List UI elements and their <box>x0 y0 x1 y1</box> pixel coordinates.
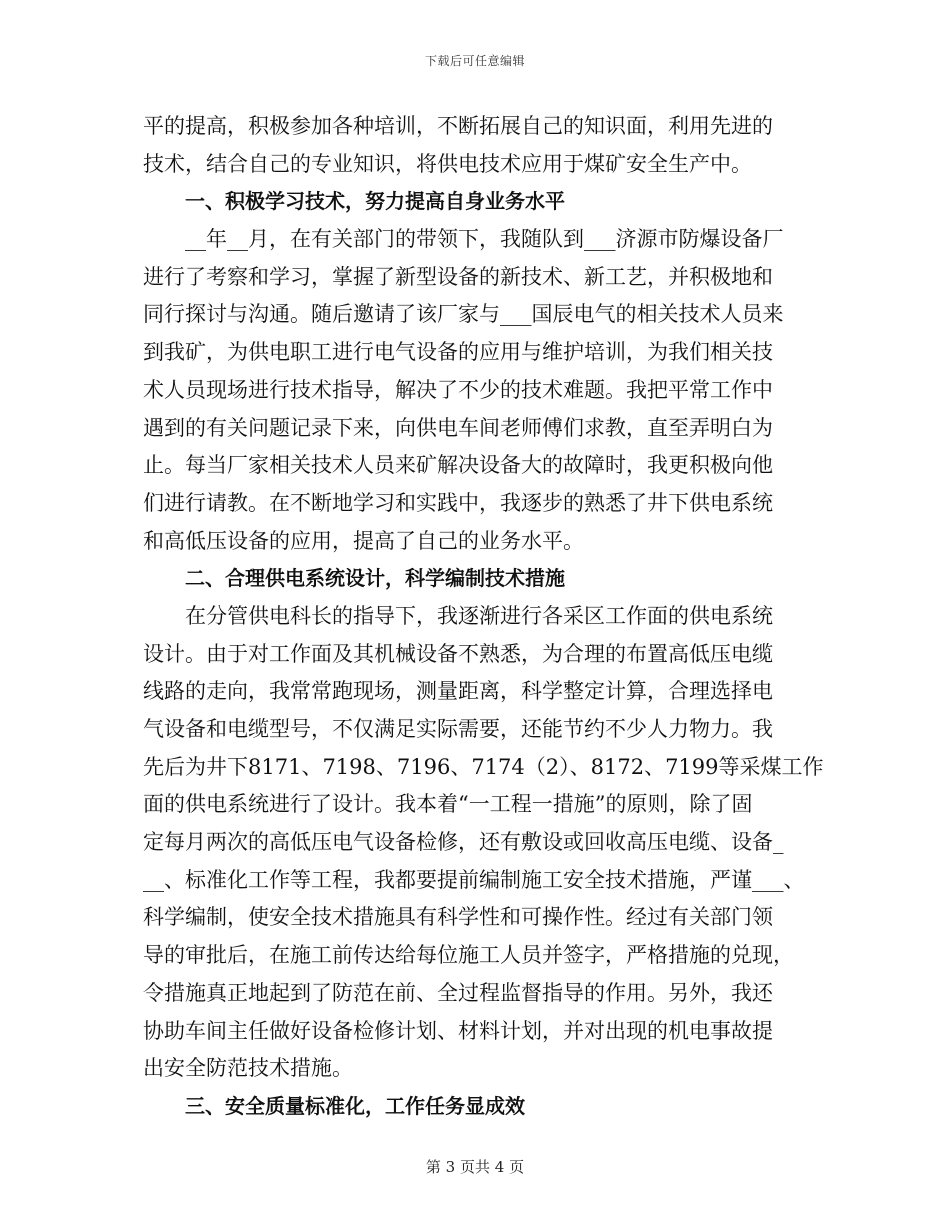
paragraph-line: 在分管供电科长的指导下，我逐渐进行各采区工作面的供电系统 <box>185 603 773 628</box>
paragraph-line: 和高低压设备的应用，提高了自己的业务水平。 <box>143 528 584 553</box>
paragraph-line: 进行了考察和学习，掌握了新型设备的新技术、新工艺，并积极地和 <box>143 264 773 289</box>
section-heading: 一、积极学习技术，努力提高自身业务水平 <box>185 189 565 214</box>
paragraph-line: __年__月，在有关部门的带领下，我随队到___济源市防爆设备厂 <box>185 227 784 252</box>
paragraph-line: 遇到的有关问题记录下来，向供电车间老师傅们求教，直至弄明白为 <box>143 415 773 440</box>
paragraph-line: 设计。由于对工作面及其机械设备不熟悉，为合理的布置高低压电缆 <box>143 641 773 666</box>
paragraph-line: 术人员现场进行技术指导，解决了不少的技术难题。我把平常工作中 <box>143 377 773 402</box>
paragraph-line: 导的审批后，在施工前传达给每位施工人员并签字，严格措施的兑现， <box>143 943 794 968</box>
page-footer: 第 3 页共 4 页 <box>425 1158 525 1176</box>
paragraph-line: 协助车间主任做好设备检修计划、材料计划，并对出现的机电事故提 <box>143 1018 773 1043</box>
paragraph-line: 们进行请教。在不断地学习和实践中，我逐步的熟悉了井下供电系统 <box>143 490 773 515</box>
paragraph-line: 气设备和电缆型号，不仅满足实际需要，还能节约不少人力物力。我 <box>143 717 773 741</box>
paragraph-line: 令措施真正地起到了防范在前、全过程监督指导的作用。另外，我还 <box>143 980 773 1005</box>
paragraph-line: 科学编制，使安全技术措施具有科学性和可操作性。经过有关部门领 <box>143 905 773 930</box>
section-heading: 三、安全质量标准化，工作任务显成效 <box>185 1093 525 1118</box>
paragraph-line: 平的提高，积极参加各种培训，不断拓展自己的知识面，利用先进的 <box>143 114 773 138</box>
paragraph-line: 定每月两次的高低压电气设备检修，还有敷设或回收高压电缆、设备_ <box>143 830 784 855</box>
section-heading: 二、合理供电系统设计，科学编制技术措施 <box>185 566 565 591</box>
page-header: 下载后可任意编辑 <box>424 54 525 68</box>
paragraph-line: __、标准化工作等工程，我都要提前编制施工安全技术措施，严谨___、 <box>143 867 805 892</box>
paragraph-line: 线路的走向，我常常跑现场，测量距离，科学整定计算，合理选择电 <box>143 679 773 704</box>
paragraph-line: 出安全防范技术措施。 <box>143 1056 353 1081</box>
paragraph-line: 先后为井下8171、7198、7196、7174（2）、8172、7199等采煤工作 <box>143 754 824 779</box>
document-body <box>143 108 824 1126</box>
paragraph-line: 到我矿，为供电职工进行电气设备的应用与维护培训，为我们相关技 <box>143 340 773 365</box>
paragraph-line: 面的供电系统进行了设计。我本着“一工程一措施”的原则，除了固 <box>143 792 753 817</box>
paragraph-line: 止。每当厂家相关技术人员来矿解决设备大的故障时，我更积极向他 <box>143 453 773 478</box>
paragraph-line: 同行探讨与沟通。随后邀请了该厂家与___国辰电气的相关技术人员来 <box>143 302 784 327</box>
paragraph-line: 技术，结合自己的专业知识，将供电技术应用于煤矿安全生产中。 <box>143 151 752 176</box>
